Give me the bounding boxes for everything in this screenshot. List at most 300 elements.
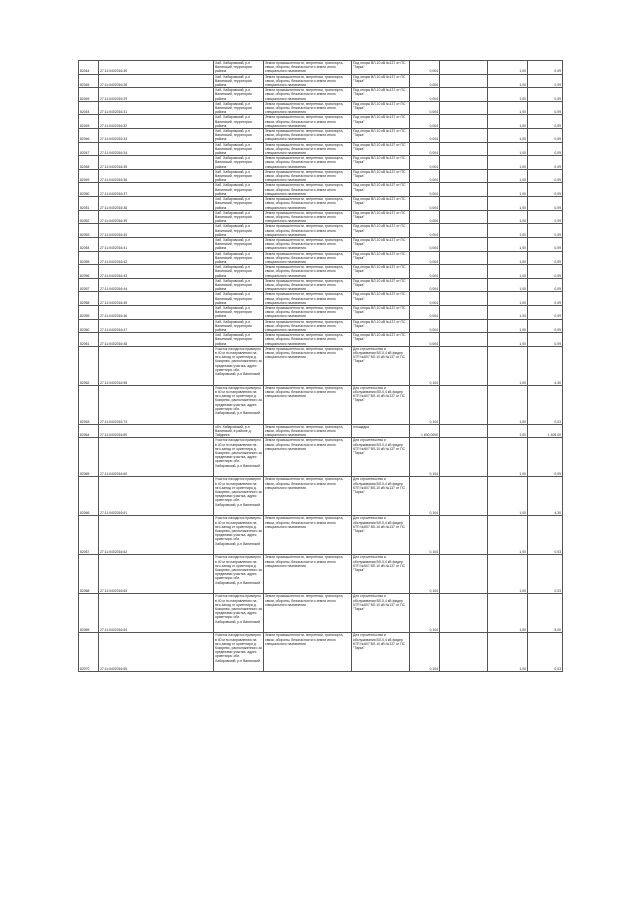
category-cell: Земли промышленности, энергетики, транспорта, связи, обороны, безопасности и земли иного специального назначения <box>264 424 352 438</box>
empty-cell <box>440 224 488 238</box>
cadastral-cell: 27:11:0402016:31 <box>99 101 214 115</box>
area-cell: 0,004 <box>410 183 440 197</box>
coef-cell: 1,00 <box>488 305 528 319</box>
num-cell: 82054 <box>79 237 99 251</box>
coef-cell: 1,00 <box>488 251 528 265</box>
num-cell: 82060 <box>79 319 99 333</box>
address-cell: Хаб. Хабаровский, р-н Ванинский, территория района <box>214 278 264 292</box>
area-cell: 0,104 <box>410 346 440 385</box>
table-row <box>79 385 563 424</box>
coef-cell: 1,00 <box>488 516 528 555</box>
table-row <box>79 265 563 279</box>
use-cell: Под опоры ВЛ-10 кВ №137 от ПС "Тарка" <box>352 278 410 292</box>
use-cell: Под опоры ВЛ-10 кВ №137 от ПС "Тарка" <box>352 224 410 238</box>
address-cell: Хаб. Хабаровский, р-н Ванинский, территория района <box>214 169 264 183</box>
num-cell: 82047 <box>79 142 99 156</box>
address-cell: Хаб. Хабаровский, р-н Ванинский, территория района <box>214 142 264 156</box>
address-cell: Хаб. Хабаровский, р-н Ванинский, территория района <box>214 129 264 143</box>
area-cell: 0,004 <box>410 142 440 156</box>
table-row <box>79 278 563 292</box>
sum-cell: 0,09 <box>528 169 563 183</box>
num-cell: 82045 <box>79 74 99 88</box>
cadastral-cell: 27:11:0402016:73 <box>99 385 214 424</box>
cadastral-cell: 27:11:0402016:65 <box>99 633 214 672</box>
address-cell: Хаб. Хабаровский, р-н Ванинский, территория района <box>214 333 264 347</box>
area-cell: 0,004 <box>410 197 440 211</box>
area-cell: 0,104 <box>410 477 440 516</box>
cadastral-cell: 27:11:0402016:34 <box>99 142 214 156</box>
category-cell: Земли промышленности, энергетики, транспорта, связи, обороны, безопасности и земли иного специального назначения <box>264 346 352 385</box>
sum-cell: 0,09 <box>528 265 563 279</box>
use-cell: Под опоры ВЛ-10 кВ №137 от ПС "Тарка" <box>352 88 410 102</box>
table-row <box>79 477 563 516</box>
cadastral-cell: 27:11:0402016:33 <box>99 129 214 143</box>
coef-cell: 1,00 <box>488 319 528 333</box>
num-cell: 82045 <box>79 115 99 129</box>
address-cell: Хаб. Хабаровский, р-н Ванинский, территория района <box>214 74 264 88</box>
table-row <box>79 210 563 224</box>
num-cell: 82068 <box>79 555 99 594</box>
address-cell: Хаб. Хабаровский, р-н Ванинский, территория района <box>214 197 264 211</box>
use-cell: Для строительства и обслуживания ВЛ-0,4 кВ фидер КТП №607 ВЛ-10 кВ №137 от ПС "Тарка" <box>352 438 410 477</box>
sum-cell: 0,09 <box>528 115 563 129</box>
address-cell: Хаб. Хабаровский, р-н Ванинский, территория района <box>214 210 264 224</box>
category-cell: Земли промышленности, энергетики, транспорта, связи, обороны, безопасности и земли иного специального назначения <box>264 237 352 251</box>
empty-cell <box>440 115 488 129</box>
use-cell: Под опоры ВЛ-10 кВ №137 от ПС "Тарка" <box>352 61 410 75</box>
empty-cell <box>440 278 488 292</box>
coef-cell: 1,00 <box>488 555 528 594</box>
table-row <box>79 305 563 319</box>
empty-cell <box>440 292 488 306</box>
empty-cell <box>440 319 488 333</box>
category-cell: Земли промышленности, энергетики, транспорта, связи, обороны, безопасности и земли иного специального назначения <box>264 278 352 292</box>
coef-cell: 1,00 <box>488 210 528 224</box>
sum-cell: 0,09 <box>528 251 563 265</box>
cadastral-cell: 27:11:0402016:28 <box>99 74 214 88</box>
category-cell: Земли промышленности, энергетики, транспорта, связи, обороны, безопасности и земли иного специального назначения <box>264 197 352 211</box>
table-row <box>79 156 563 170</box>
category-cell: Земли промышленности, энергетики, транспорта, связи, обороны, безопасности и земли иного специального назначения <box>264 88 352 102</box>
sum-cell: 0,09 <box>528 156 563 170</box>
cadastral-cell: 27:11:0402016:43 <box>99 265 214 279</box>
sum-cell: 0,09 <box>528 278 563 292</box>
cadastral-cell: 27:11:0402016:46 <box>99 305 214 319</box>
table-row <box>79 61 563 75</box>
table-row <box>79 101 563 115</box>
sum-cell: 0,09 <box>528 237 563 251</box>
table-row <box>79 142 563 156</box>
sum-cell: 0,09 <box>528 183 563 197</box>
use-cell: Для строительства и обслуживания ВЛ-0,4 кВ фидер КТП №607 ВЛ-10 кВ №137 от ПС "Тарка" <box>352 555 410 594</box>
address-cell: Хаб. Хабаровский, р-н Ванинский, территория района <box>214 251 264 265</box>
area-cell: 0,004 <box>410 74 440 88</box>
category-cell: Земли промышленности, энергетики, транспорта, связи, обороны, безопасности и земли иного специального назначения <box>264 594 352 633</box>
num-cell: 82066 <box>79 477 99 516</box>
empty-cell <box>440 61 488 75</box>
coef-cell: 1,00 <box>488 594 528 633</box>
area-cell: 0,004 <box>410 224 440 238</box>
sum-cell: 0,09 <box>528 129 563 143</box>
address-cell: Участок находится примерно в 40 м по направлению на юго-запад от ориентира д. Кокорево, расположенного за пределами участка, адрес ориентира: обл. Хабаровский, р-н Ванинский <box>214 633 264 672</box>
table-row <box>79 516 563 555</box>
cadastral-cell: 27:11:0402016:40 <box>99 224 214 238</box>
address-cell: Хаб. Хабаровский, р-н Ванинский, территория района <box>214 265 264 279</box>
use-cell: Под опоры ВЛ-10 кВ №137 от ПС "Тарка" <box>352 115 410 129</box>
num-cell: 82044 <box>79 101 99 115</box>
address-cell: Участок находится примерно в 40 м по направлению на юго-запад от ориентира д. Кокорево, расположенного за пределами участка, адрес ориентира: обл. Хабаровский, р-н Ванинский <box>214 385 264 424</box>
num-cell: 82065 <box>79 438 99 477</box>
cadastral-cell: 27:11:0402016:64 <box>99 594 214 633</box>
coef-cell: 1,00 <box>488 169 528 183</box>
coef-cell: 1,00 <box>488 278 528 292</box>
coef-cell: 1,00 <box>488 424 528 438</box>
num-cell: 82069 <box>79 594 99 633</box>
sum-cell: 0,09 <box>528 61 563 75</box>
num-cell: 82050 <box>79 183 99 197</box>
empty-cell <box>440 142 488 156</box>
area-cell: 0,104 <box>410 516 440 555</box>
cadastral-cell: 27:11:0402016:62 <box>99 516 214 555</box>
sum-cell: 0,09 <box>528 88 563 102</box>
area-cell: 0,004 <box>410 169 440 183</box>
sum-cell: 0,09 <box>528 142 563 156</box>
sum-cell: 0,09 <box>528 292 563 306</box>
empty-cell <box>440 101 488 115</box>
table-row <box>79 319 563 333</box>
sum-cell: 0,09 <box>528 319 563 333</box>
table-row <box>79 346 563 385</box>
sum-cell: 0,03 <box>528 633 563 672</box>
category-cell: Земли промышленности, энергетики, транспорта, связи, обороны, безопасности и земли иного специального назначения <box>264 633 352 672</box>
area-cell: 0,004 <box>410 292 440 306</box>
cadastral-cell: 27:11:0402016:36 <box>99 169 214 183</box>
empty-cell <box>440 516 488 555</box>
address-cell: Участок находится примерно в 40 м по направлению на юго-запад от ориентира д. Кокорево, расположенного за пределами участка, адрес ориентира: обл. Хабаровский, р-н Ванинский <box>214 477 264 516</box>
use-cell: Под опоры ВЛ-10 кВ №137 от ПС "Тарка" <box>352 197 410 211</box>
coef-cell: 1,00 <box>488 156 528 170</box>
cadastral-cell: 27:11:0402016:47 <box>99 319 214 333</box>
category-cell: Земли промышленности, энергетики, транспорта, связи, обороны, безопасности и земли иного специального назначения <box>264 438 352 477</box>
category-cell: Земли промышленности, энергетики, транспорта, связи, обороны, безопасности и земли иного специального назначения <box>264 333 352 347</box>
num-cell: 82067 <box>79 516 99 555</box>
use-cell: Под опоры ВЛ-10 кВ №137 от ПС "Тарка" <box>352 129 410 143</box>
sum-cell: 0,03 <box>528 516 563 555</box>
sum-cell: 0,03 <box>528 555 563 594</box>
category-cell: Земли промышленности, энергетики, транспорта, связи, обороны, безопасности и земли иного специального назначения <box>264 265 352 279</box>
area-cell: 0,004 <box>410 265 440 279</box>
num-cell: 82070 <box>79 633 99 672</box>
use-cell: Для строительства и обслуживания ВЛ-0,4 кВ фидер КТП №607 ВЛ-10 кВ №137 от ПС "Тарка" <box>352 346 410 385</box>
num-cell: 82049 <box>79 88 99 102</box>
empty-cell <box>440 74 488 88</box>
cadastral-cell: 27:11:0402016:44 <box>99 278 214 292</box>
use-cell: Под опоры ВЛ-10 кВ №137 от ПС "Тарка" <box>352 265 410 279</box>
sum-cell: 0,09 <box>528 438 563 477</box>
address-cell: Хаб. Хабаровский, р-н Ванинский, территория района <box>214 319 264 333</box>
coef-cell: 1,00 <box>488 385 528 424</box>
coef-cell: 1,00 <box>488 333 528 347</box>
category-cell: Земли промышленности, энергетики, транспорта, связи, обороны, безопасности и земли иного специального назначения <box>264 319 352 333</box>
empty-cell <box>440 424 488 438</box>
coef-cell: 1,00 <box>488 265 528 279</box>
cadastral-cell: 27:11:0402016:61 <box>99 477 214 516</box>
cadastral-cell: 27:11:0402016:29 <box>99 88 214 102</box>
num-cell: 82062 <box>79 346 99 385</box>
use-cell: Для строительства и обслуживания ВЛ-0,4 кВ фидер КТП №607 ВЛ-10 кВ №137 от ПС "Тарка" <box>352 594 410 633</box>
cadastral-cell: 27:11:0402016:32 <box>99 115 214 129</box>
area-cell: 0,104 <box>410 633 440 672</box>
num-cell: 82061 <box>79 333 99 347</box>
area-cell: 0,004 <box>410 251 440 265</box>
use-cell: Под опоры ВЛ-10 кВ №137 от ПС "Тарка" <box>352 319 410 333</box>
category-cell: Земли промышленности, энергетики, транспорта, связи, обороны, безопасности и земли иного специального назначения <box>264 74 352 88</box>
address-cell: Участок находится примерно в 40 м по направлению на юго-запад от ориентира д. Кокорево, расположенного за пределами участка, адрес ориентира: обл. Хабаровский, р-н Ванинский <box>214 555 264 594</box>
coef-cell: 1,00 <box>488 292 528 306</box>
category-cell: Земли промышленности, энергетики, транспорта, связи, обороны, безопасности и земли иного специального назначения <box>264 61 352 75</box>
num-cell: 82051 <box>79 197 99 211</box>
area-cell: 0,004 <box>410 129 440 143</box>
sum-cell: 0,09 <box>528 197 563 211</box>
num-cell: 82064 <box>79 424 99 438</box>
category-cell: Земли промышленности, энергетики, транспорта, связи, обороны, безопасности и земли иного специального назначения <box>264 156 352 170</box>
empty-cell <box>440 156 488 170</box>
address-cell: Хаб. Хабаровский, р-н Ванинский, территория района <box>214 156 264 170</box>
empty-cell <box>440 305 488 319</box>
table-row <box>79 115 563 129</box>
coef-cell: 1,00 <box>488 237 528 251</box>
area-cell: 0,004 <box>410 156 440 170</box>
sum-cell: 0,09 <box>528 74 563 88</box>
area-cell: 0,004 <box>410 115 440 129</box>
sum-cell: 0,09 <box>528 305 563 319</box>
num-cell: 82063 <box>79 385 99 424</box>
sum-cell: 0,03 <box>528 385 563 424</box>
empty-cell <box>440 346 488 385</box>
use-cell: Под опоры ВЛ-10 кВ №137 от ПС "Тарка" <box>352 237 410 251</box>
num-cell: 82058 <box>79 292 99 306</box>
table-row <box>79 555 563 594</box>
land-plots-table <box>78 60 563 672</box>
area-cell: 0,104 <box>410 438 440 477</box>
category-cell: Земли промышленности, энергетики, транспорта, связи, обороны, безопасности и земли иного специального назначения <box>264 292 352 306</box>
coef-cell: 1,00 <box>488 633 528 672</box>
empty-cell <box>440 183 488 197</box>
coef-cell: 1,00 <box>488 101 528 115</box>
category-cell: Земли промышленности, энергетики, транспорта, связи, обороны, безопасности и земли иного специального назначения <box>264 477 352 516</box>
table-row <box>79 224 563 238</box>
area-cell: 0,004 <box>410 333 440 347</box>
address-cell: Хаб. Хабаровский, р-н Ванинский, территория района <box>214 183 264 197</box>
num-cell: 82046 <box>79 129 99 143</box>
cadastral-cell: 27:11:0402016:37 <box>99 183 214 197</box>
address-cell: Хаб. Хабаровский, р-н Ванинский, территория района <box>214 88 264 102</box>
cadastral-cell: 27:11:0402016:60 <box>99 438 214 477</box>
coef-cell: 1,00 <box>488 61 528 75</box>
num-cell: 82052 <box>79 210 99 224</box>
address-cell: Хаб. Хабаровский, р-н Ванинский, территория района <box>214 292 264 306</box>
address-cell: Хаб. Хабаровский, р-н Ванинский, территория района <box>214 305 264 319</box>
use-cell: Под опоры ВЛ-10 кВ №137 от ПС "Тарка" <box>352 292 410 306</box>
coef-cell: 1,00 <box>488 346 528 385</box>
category-cell: Земли промышленности, энергетики, транспорта, связи, обороны, безопасности и земли иного специального назначения <box>264 555 352 594</box>
address-cell: Участок находится примерно в 40 м по направлению на юго-запад от ориентира д. Кокорево, расположенного за пределами участка, адрес ориентира: обл. Хабаровский, р-н Ванинский <box>214 516 264 555</box>
sum-cell: 0,09 <box>528 210 563 224</box>
empty-cell <box>440 265 488 279</box>
area-cell: 0,004 <box>410 61 440 75</box>
sum-cell: 0,09 <box>528 101 563 115</box>
empty-cell <box>440 197 488 211</box>
use-cell: Под опоры ВЛ-10 кВ №137 от ПС "Тарка" <box>352 183 410 197</box>
table-row <box>79 633 563 672</box>
coef-cell: 1,00 <box>488 477 528 516</box>
table-row <box>79 197 563 211</box>
address-cell: обл. Хабаровский, р-н Ванинский, в районе д. Тайдинга <box>214 424 264 438</box>
use-cell: площадка <box>352 424 410 438</box>
table-row <box>79 237 563 251</box>
coef-cell: 1,00 <box>488 115 528 129</box>
coef-cell: 1,00 <box>488 224 528 238</box>
sum-cell: 0,09 <box>528 224 563 238</box>
category-cell: Земли промышленности, энергетики, транспорта, связи, обороны, безопасности и земли иного специального назначения <box>264 169 352 183</box>
table-row <box>79 333 563 347</box>
empty-cell <box>440 594 488 633</box>
category-cell: Земли промышленности, энергетики, транспорта, связи, обороны, безопасности и земли иного специального назначения <box>264 210 352 224</box>
address-cell: Участок находится примерно в 40 м по направлению на юго-запад от ориентира д. Кокорево, расположенного за пределами участка, адрес ориентира: обл. Хабаровский, р-н Ванинский <box>214 594 264 633</box>
table-row <box>79 169 563 183</box>
empty-cell <box>440 210 488 224</box>
num-cell: 82044 <box>79 61 99 75</box>
use-cell: Для строительства и обслуживания ВЛ-0,4 кВ фидер КТП №607 ВЛ-10 кВ №137 от ПС "Тарка" <box>352 477 410 516</box>
empty-cell <box>440 251 488 265</box>
table-row <box>79 88 563 102</box>
cadastral-cell: 27:11:0402016:42 <box>99 251 214 265</box>
use-cell: Для строительства и обслуживания ВЛ-0,4 кВ фидер КТП №607 ВЛ-10 кВ №137 от ПС "Тарка" <box>352 516 410 555</box>
cadastral-cell: 27:11:0402016:48 <box>99 333 214 347</box>
num-cell: 82053 <box>79 224 99 238</box>
use-cell: Под опоры ВЛ-10 кВ №137 от ПС "Тарка" <box>352 74 410 88</box>
address-cell: Хаб. Хабаровский, р-н Ванинский, территория района <box>214 61 264 75</box>
table-row <box>79 129 563 143</box>
address-cell: Хаб. Хабаровский, р-н Ванинский, территория района <box>214 237 264 251</box>
sum-cell: 4,30 <box>528 346 563 385</box>
area-cell: 0,004 <box>410 101 440 115</box>
area-cell: 0,004 <box>410 210 440 224</box>
category-cell: Земли промышленности, энергетики, транспорта, связи, обороны, безопасности и земли иного специального назначения <box>264 516 352 555</box>
empty-cell <box>440 237 488 251</box>
num-cell: 82057 <box>79 278 99 292</box>
coef-cell: 1,00 <box>488 197 528 211</box>
empty-cell <box>440 88 488 102</box>
area-cell: 0,104 <box>410 594 440 633</box>
empty-cell <box>440 633 488 672</box>
cadastral-cell: 27:11:0402016:45 <box>99 292 214 306</box>
use-cell: Под опоры ВЛ-10 кВ №137 от ПС "Тарка" <box>352 169 410 183</box>
sum-cell: 5,00 <box>528 594 563 633</box>
cadastral-cell: 27:11:0402016:58 <box>99 346 214 385</box>
sum-cell: 0,09 <box>528 333 563 347</box>
area-cell: 0,004 <box>410 319 440 333</box>
empty-cell <box>440 438 488 477</box>
empty-cell <box>440 555 488 594</box>
category-cell: Земли промышленности, энергетики, транспорта, связи, обороны, безопасности и земли иного специального назначения <box>264 183 352 197</box>
num-cell: 82055 <box>79 251 99 265</box>
address-cell: Хаб. Хабаровский, р-н Ванинский, территория района <box>214 115 264 129</box>
coef-cell: 1,00 <box>488 88 528 102</box>
cadastral-cell: 27:11:0402016:35 <box>99 156 214 170</box>
category-cell: Земли промышленности, энергетики, транспорта, связи, обороны, безопасности и земли иного специального назначения <box>264 129 352 143</box>
category-cell: Земли промышленности, энергетики, транспорта, связи, обороны, безопасности и земли иного специального назначения <box>264 385 352 424</box>
area-cell: 0,004 <box>410 305 440 319</box>
table-row <box>79 424 563 438</box>
num-cell: 82048 <box>79 156 99 170</box>
use-cell: Для строительства и обслуживания ВЛ-0,4 кВ фидер КТП №607 ВЛ-10 кВ №137 от ПС "Тарка" <box>352 385 410 424</box>
num-cell: 82056 <box>79 265 99 279</box>
area-cell: 0,104 <box>410 385 440 424</box>
address-cell: Участок находится примерно в 40 м по направлению на юго-запад от ориентира д. Кокорево, расположенного за пределами участка, адрес ориентира: обл. Хабаровский, р-н Ванинский <box>214 346 264 385</box>
coef-cell: 1,00 <box>488 142 528 156</box>
table-row <box>79 594 563 633</box>
area-cell: 1 600,0000 <box>410 424 440 438</box>
cadastral-cell: 27:11:0402016:41 <box>99 237 214 251</box>
coef-cell: 1,00 <box>488 129 528 143</box>
table-row <box>79 183 563 197</box>
category-cell: Земли промышленности, энергетики, транспорта, связи, обороны, безопасности и земли иного специального назначения <box>264 251 352 265</box>
category-cell: Земли промышленности, энергетики, транспорта, связи, обороны, безопасности и земли иного специального назначения <box>264 305 352 319</box>
area-cell: 0,004 <box>410 237 440 251</box>
cadastral-cell: 27:11:0402016:80 <box>99 424 214 438</box>
address-cell: Хаб. Хабаровский, р-н Ванинский, территория района <box>214 224 264 238</box>
category-cell: Земли промышленности, энергетики, транспорта, связи, обороны, безопасности и земли иного специального назначения <box>264 142 352 156</box>
use-cell: Под опоры ВЛ-10 кВ №137 от ПС "Тарка" <box>352 251 410 265</box>
sum-cell: 1 405,00 <box>528 424 563 438</box>
coef-cell: 1,00 <box>488 74 528 88</box>
use-cell: Для строительства и обслуживания ВЛ-0,4 кВ фидер КТП №607 ВЛ-10 кВ №137 от ПС "Тарка" <box>352 633 410 672</box>
table-row <box>79 438 563 477</box>
category-cell: Земли промышленности, энергетики, транспорта, связи, обороны, безопасности и земли иного специального назначения <box>264 115 352 129</box>
cadastral-cell: 27:11:0402016:39 <box>99 210 214 224</box>
empty-cell <box>440 333 488 347</box>
address-cell: Участок находится примерно в 40 м по направлению на юго-запад от ориентира д. Кокорево, расположенного за пределами участка, адрес ориентира: обл. Хабаровский, р-н Ванинский <box>214 438 264 477</box>
use-cell: Под опоры ВЛ-10 кВ №137 от ПС "Тарка" <box>352 305 410 319</box>
table-row <box>79 251 563 265</box>
cadastral-cell: 27:11:0402016:63 <box>99 555 214 594</box>
use-cell: Под опоры ВЛ-10 кВ №137 от ПС "Тарка" <box>352 333 410 347</box>
category-cell: Земли промышленности, энергетики, транспорта, связи, обороны, безопасности и земли иного специального назначения <box>264 101 352 115</box>
use-cell: Под опоры ВЛ-10 кВ №137 от ПС "Тарка" <box>352 156 410 170</box>
use-cell: Под опоры ВЛ-10 кВ №137 от ПС "Тарка" <box>352 210 410 224</box>
empty-cell <box>440 129 488 143</box>
coef-cell: 1,00 <box>488 438 528 477</box>
use-cell: Под опоры ВЛ-10 кВ №137 от ПС "Тарка" <box>352 142 410 156</box>
coef-cell: 1,00 <box>488 183 528 197</box>
cadastral-cell: 27:11:0402016:38 <box>99 197 214 211</box>
address-cell: Хаб. Хабаровский, р-н Ванинский, территория района <box>214 101 264 115</box>
document-page <box>78 60 562 672</box>
use-cell: Под опоры ВЛ-10 кВ №137 от ПС "Тарка" <box>352 101 410 115</box>
area-cell: 0,004 <box>410 88 440 102</box>
table-row <box>79 292 563 306</box>
empty-cell <box>440 385 488 424</box>
empty-cell <box>440 477 488 516</box>
num-cell: 82049 <box>79 169 99 183</box>
area-cell: 0,104 <box>410 555 440 594</box>
table-row <box>79 74 563 88</box>
category-cell: Земли промышленности, энергетики, транспорта, связи, обороны, безопасности и земли иного специального назначения <box>264 224 352 238</box>
cadastral-cell: 27:11:0402016:30 <box>99 61 214 75</box>
empty-cell <box>440 169 488 183</box>
sum-cell: 4,30 <box>528 477 563 516</box>
